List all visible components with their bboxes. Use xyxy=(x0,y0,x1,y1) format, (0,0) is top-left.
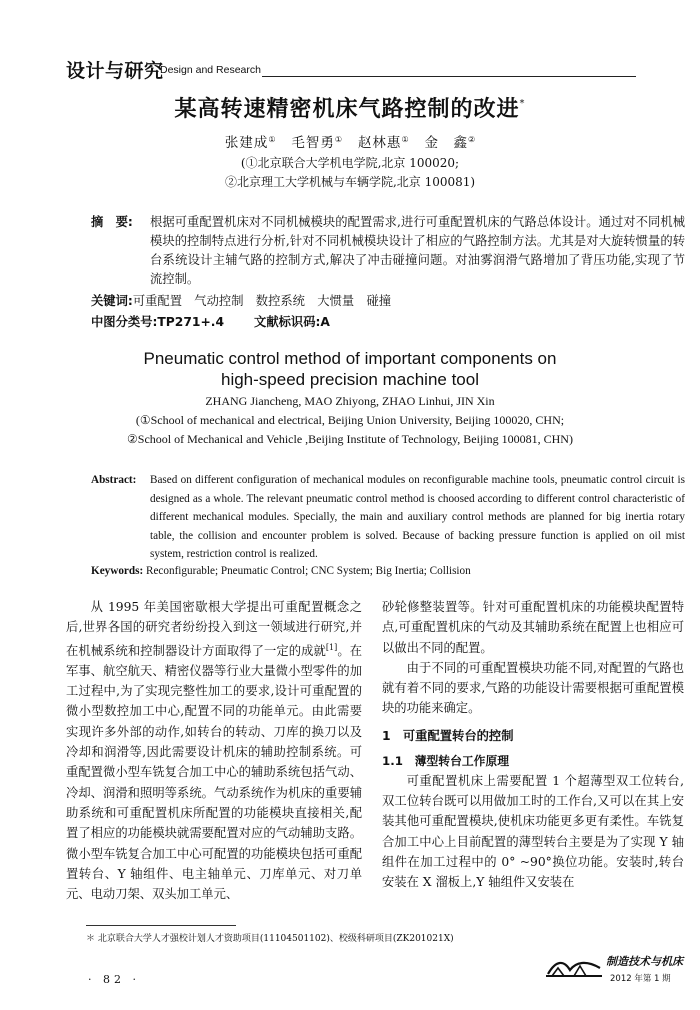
author-name: 金 鑫 xyxy=(424,135,468,151)
author-name: 赵林惠 xyxy=(357,135,402,151)
funding-footnote: ＊ 北京联合大学人才强校计划人才资助项目(11104501102)、校级科研项目(ZK201021X) xyxy=(86,934,454,944)
keywords-cn-label: 关键词: xyxy=(91,294,133,308)
title-en-line-1: Pneumatic control method of important components on xyxy=(143,349,557,368)
clc-label: 中图分类号: xyxy=(91,315,158,329)
body-paragraph xyxy=(66,597,362,904)
author-affiliation-mark: ① xyxy=(401,135,409,144)
body-paragraph: 可重配置机床上需要配置 1 个超薄型双工位转台,双工位转台既可以用做加工时的工作台,又可以在其上安装其他可重配置模块,使机床功能更多更有柔性。车铣复合加工中心上目前配置的薄型转台主要是为了实现 Y 轴组件在加工过程中的 0° ~90°换位功能。安装时,转台安装在 X 溜板上,Y 轴组件又安装在 xyxy=(382,773,684,890)
author-affiliation-mark: ② xyxy=(467,135,476,144)
authors-cn xyxy=(0,131,700,151)
abstract-en-label: Abstract: xyxy=(91,474,137,486)
abstract-en-text: Based on different configuration of mechanical modules on reconfigurable machine tools, pneumatic control circuit is designed as a whole. The relevant pneumatic control method is choosed according to different control characteristic of different mechanical modules. Specially, the main and auxiliary control methods are planned for big inertia rotary table, the collision and encounter problem is solved. Because of backing pressure function is applied on oil mist system, restriction control is realized. xyxy=(150,474,685,560)
doc-code-value: A xyxy=(320,315,330,329)
body-column-left xyxy=(66,597,362,904)
abstract-cn-label: 摘 要: xyxy=(91,215,133,229)
paper-title-text: 某高转速精密机床气路控制的改进 xyxy=(174,97,520,122)
classification xyxy=(91,312,330,330)
paragraph-text: 从 1995 年美国密歇根大学提出可重配置概念之后,世界各国的研究者纷纷投入到这一领域进行研究,并在机械系统和控制器设计方面取得了一定的成就 xyxy=(66,600,362,658)
body-column-right xyxy=(382,597,684,893)
abstract-cn xyxy=(91,213,685,289)
body-paragraph: 由于不同的可重配置模块功能不同,对配置的气路也就有着不同的要求,气路的功能设计需要根据可重配置模块的功能来确定。 xyxy=(382,660,684,716)
citation-ref[interactable]: [1] xyxy=(325,642,338,652)
keywords-en-label: Keywords: xyxy=(91,565,144,577)
paper-title xyxy=(0,92,700,123)
journal-name: 制造技术与机床 xyxy=(606,955,683,968)
footnote-rule xyxy=(86,925,236,926)
author-name: 张建成 xyxy=(224,135,269,151)
author-affiliation-mark: ① xyxy=(268,135,276,144)
abstract-cn-text: 根据可重配置机床对不同机械模块的配置需求,进行可重配置机床的气路总体设计。通过对不同机械模块的控制特点进行分析,针对不同机械模块设计了相应的气路控制方法。尤其是对大旋转惯量的转台系统设计主辅气路的控制方式,解决了冲击碰撞问题。对油雾润滑气路增加了背压功能,实现了节流控制。 xyxy=(150,215,685,286)
abstract-en xyxy=(91,471,685,564)
journal-issue: 2012 年第 1 期 xyxy=(610,974,671,984)
clc-value: TP271+.4 xyxy=(157,315,225,329)
affiliation-en-1: (①School of mechanical and electrical, Beijing Union University, Beijing 100020, CHN; xyxy=(135,413,565,427)
author-affiliation-mark: ① xyxy=(334,135,343,144)
machine-tool-logo-icon xyxy=(546,956,602,980)
keywords-en-text: Reconfigurable; Pneumatic Control; CNC System; Big Inertia; Collision xyxy=(146,565,471,577)
paragraph-text: 。在军事、航空航天、精密仪器等行业大量微小型零件的加工过程中,为了实现完整性加工的要求,设计可重配置的微小型数控加工中心,配置不同的功能单元。由此需要实现许多外部的动作,如转台的转动、刀库的换刀以及冷却和润滑等,因此需要设计机床的辅助控制系统。可重配置微小型车铣复合加工中心的辅助系统包括气动、冷却、润滑和照明等系统。气动系统作为机床的重要辅助系统和可重配置机床所配置的功能模块直接相关,配置了相应的功能模块就需要配置对应的气动辅助支路。微小型车铣复合加工中心可配置的功能模块包括可重配置转台、Y 轴组件、电主轴单元、刀库单元、对刀单元、电动刀架、双头加工单元、 xyxy=(66,643,362,902)
keywords-cn xyxy=(91,291,391,309)
page-number: · 82 · xyxy=(88,973,140,986)
title-en-line-2: high-speed precision machine tool xyxy=(221,370,479,389)
affiliation-cn-2: ②北京理工大学机械与车辆学院,北京 100081) xyxy=(224,175,476,189)
column-title-cn: 设计与研究 xyxy=(66,60,164,82)
keywords-cn-text: 可重配置 气动控制 数控系统 大惯量 碰撞 xyxy=(132,294,392,308)
body-paragraph: 砂轮修整装置等。针对可重配置机床的功能模块配置特点,可重配置机床的气动及其辅助系统在配置上也相应可以做出不同的配置。 xyxy=(382,600,684,655)
subsection-heading: 1.1 薄型转台工作原理 xyxy=(382,753,510,768)
doc-code-label: 文献标识码: xyxy=(254,315,321,329)
column-title-en: Design and Research xyxy=(160,64,261,76)
keywords-en xyxy=(91,565,471,577)
title-footnote-mark: * xyxy=(519,98,526,109)
author-name: 毛智勇 xyxy=(291,135,335,151)
affiliation-cn-1: (①北京联合大学机电学院,北京 100020; xyxy=(240,156,460,170)
header-rule xyxy=(262,76,636,77)
affiliation-en-2: ②School of Mechanical and Vehicle ,Beijing Institute of Technology, Beijing 100081, CHN) xyxy=(127,432,573,446)
authors-en: ZHANG Jiancheng, MAO Zhiyong, ZHAO Linhui, JIN Xin xyxy=(205,394,495,408)
section-heading: 1 可重配置转台的控制 xyxy=(382,728,514,743)
